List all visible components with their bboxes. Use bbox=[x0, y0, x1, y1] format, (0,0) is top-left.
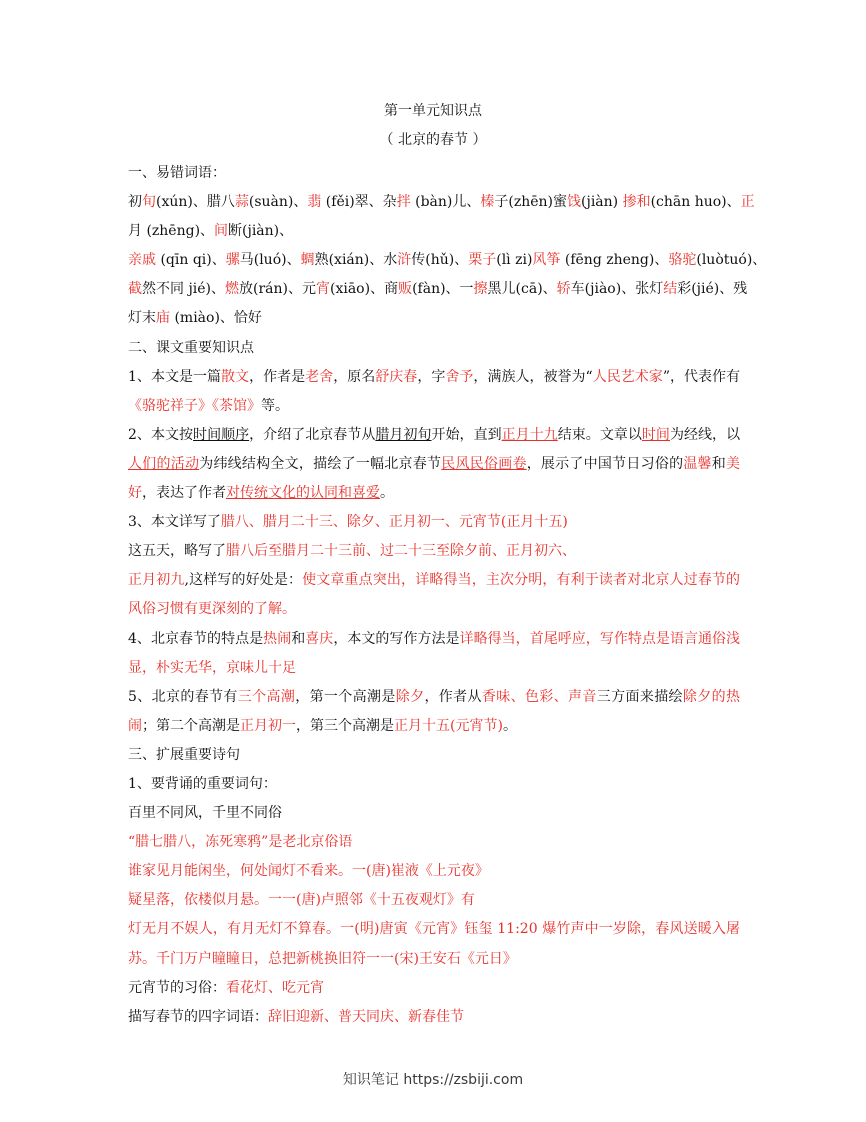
footer-watermark: 知识笔记 https://zsbiji.com bbox=[342, 1072, 524, 1088]
knowledge-point-3-cont: 这五天，略写了腊八后至腊月二十三前、过二十三至除夕前、正月初六、 bbox=[128, 543, 576, 560]
word-list-line: 灯末庙 (miào)、恰好 bbox=[128, 310, 262, 327]
word-list-line: 初旬(xún)、腊八蒜(suàn)、翡 (fěi)翠、杂拌 (bàn)儿、榛子(zhēn)蜜饯(jiàn) 掺和(chān huo)、正 bbox=[128, 194, 755, 211]
word-list-line: 月 (zhēng)、间断(jiàn)、 bbox=[128, 223, 294, 240]
document-body bbox=[128, 159, 767, 1032]
four-character-phrases: 描写春节的四字词语：辞旧迎新、普天同庆、新春佳节 bbox=[128, 1008, 464, 1025]
knowledge-point-5: 5、北京的春节有三个高潮，第一个高潮是除夕，作者从香味、色彩、声音三方面来描绘除夕的热闹；第二个高潮是正月初一，第三个高潮是正月十五(元宵节)。 bbox=[128, 688, 740, 734]
verse-line: 灯无月不娱人，有月无灯不算春。一(明)唐寅《元宵》钰玺 11:20 爆竹声中一岁除，春风送暖入屠苏。千门万户瞳瞳日，总把新桃换旧符一一(宋)王安石《元日》 bbox=[128, 921, 740, 967]
verse-line: 疑星落，依楼似月悬。一一(唐)卢照邻《十五夜观灯》有 bbox=[128, 892, 475, 909]
verse-line: 百里不同风，千里不同俗 bbox=[128, 805, 282, 822]
section-heading: 二、课文重要知识点 bbox=[128, 339, 254, 356]
document-title: 第一单元知识点 bbox=[384, 103, 482, 119]
lantern-festival-customs: 元宵节的习俗：看花灯、吃元宵 bbox=[128, 979, 324, 996]
knowledge-point-3: 3、本文详写了腊八、腊月二十三、除夕、正月初一、元宵节(正月十五) bbox=[128, 514, 568, 531]
section-heading: 三、扩展重要诗句 bbox=[128, 746, 240, 763]
knowledge-point-4: 4、北京春节的特点是热闹和喜庆，本文的写作方法是详略得当，首尾呼应，写作特点是语言通俗浅显，朴实无华，京味儿十足 bbox=[128, 630, 741, 676]
knowledge-point-3-cont: 正月初九,这样写的好处是：使文章重点突出，详略得当，主次分明，有利于读者对北京人过春节的风俗习惯有更深刻的了解。 bbox=[128, 572, 741, 618]
subsection-heading: 1、要背诵的重要词句： bbox=[128, 775, 277, 792]
word-list-line: 截然不同 jié)、燃放(rán)、元宵(xiāo)、商贩(fàn)、一擦黑儿(cā)、轿车(jiào)、张灯结彩(jié)、残 bbox=[128, 281, 748, 298]
verse-line: “腊七腊八，冻死寒鸦”是老北京俗语 bbox=[128, 834, 353, 851]
word-list-line: 亲戚 (qīn qi)、骡马(luó)、蜩熟(xián)、水浒传(hǔ)、栗子(lì zi)风筝 (fēng zheng)、骆驼(luòtuó)、 bbox=[128, 252, 767, 269]
document-subtitle: （ 北京的春节 ） bbox=[379, 132, 487, 148]
knowledge-point-1: 1、本文是一篇散文，作者是老舍，原名舒庆春，字舍予，满族人，被誉为“人民艺术家”，代表作有《骆驼祥子》《茶馆》等。 bbox=[128, 368, 741, 414]
section-heading: 一、易错词语： bbox=[128, 165, 226, 181]
verse-line: 谁家见月能闲坐，何处闻灯不看来。一(唐)崔液《上元夜》 bbox=[128, 863, 489, 880]
knowledge-point-2: 2、本文按时间顺序，介绍了北京春节从腊月初旬开始，直到正月十九结束。文章以时间为经线，以人们的活动为纬线结构全文，描绘了一幅北京春节民风民俗画卷，展示了中国节日习俗的温馨和美好，表达了作者对传统文化的认同和喜爱。 bbox=[128, 426, 741, 502]
